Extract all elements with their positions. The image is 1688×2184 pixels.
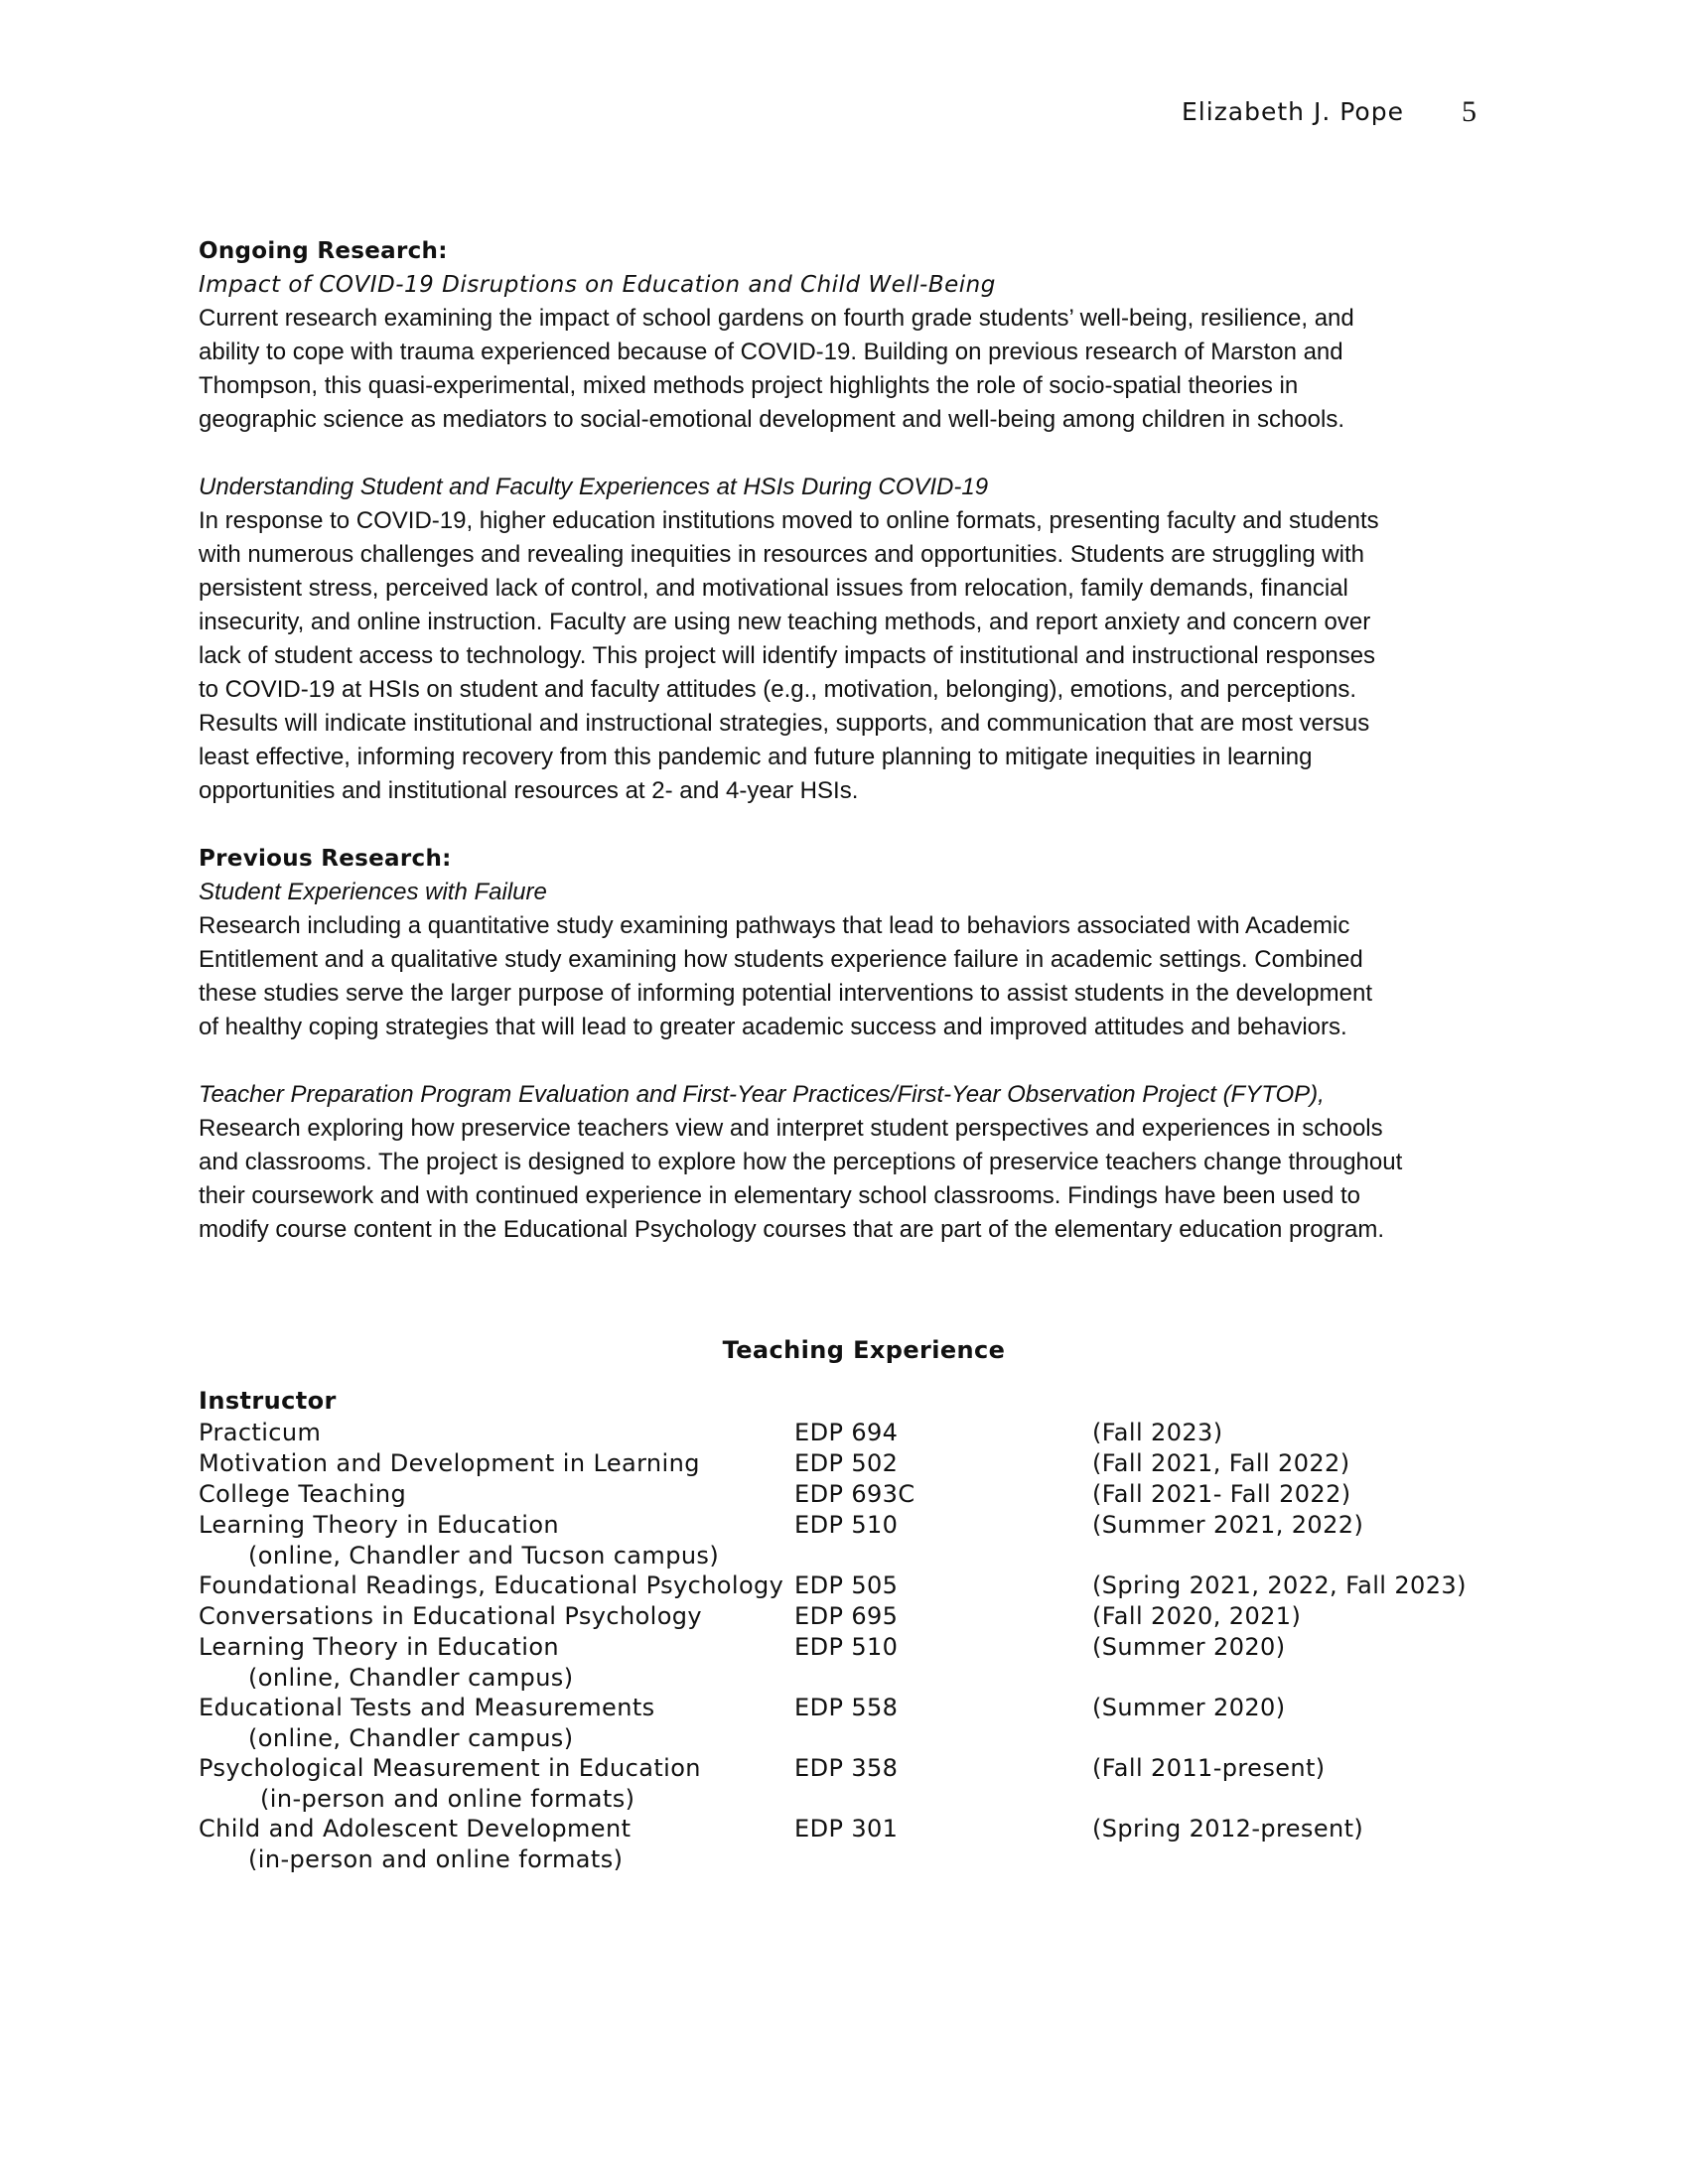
research-title: Understanding Student and Faculty Experiences at HSIs During COVID-19: [199, 474, 989, 500]
course-code: EDP 505: [794, 1571, 899, 1599]
course-row: [199, 1814, 1489, 1844]
course-code: EDP 502: [794, 1449, 899, 1477]
course-row: [199, 1479, 1489, 1510]
research-line: Research including a quantitative study examining pathways that lead to behaviors associated with Academic: [199, 912, 1350, 939]
research-line: Current research examining the impact of school gardens on fourth grade students’ well-being, resilience, and: [199, 305, 1354, 332]
research-section: [199, 234, 1489, 1247]
course-code: EDP 301: [794, 1815, 899, 1843]
research-line: insecurity, and online instruction. Faculty are using new teaching methods, and report anxiety and concern over: [199, 609, 1371, 635]
course-code: EDP 510: [794, 1633, 899, 1661]
research-line: ability to cope with trauma experienced because of COVID-19. Building on previous research of Marston and: [199, 339, 1343, 365]
research-line: In response to COVID-19, higher education institutions moved to online formats, presenting faculty and students: [199, 507, 1379, 534]
course-name: Learning Theory in Education: [199, 1511, 560, 1539]
course-code: EDP 510: [794, 1511, 899, 1539]
page-header: [1182, 97, 1499, 137]
research-title: Teacher Preparation Program Evaluation and First-Year Practices/First-Year Observation Project (FYTOP),: [199, 1081, 1325, 1108]
course-name: Child and Adolescent Development: [199, 1815, 632, 1843]
course-term: (Fall 2011-present): [1092, 1754, 1326, 1782]
research-title: Impact of COVID-19 Disruptions on Education and Child Well-Being: [199, 272, 996, 298]
course-row: [199, 1601, 1489, 1632]
ongoing-research-heading: Ongoing Research:: [199, 238, 448, 264]
course-note: (online, Chandler and Tucson campus): [248, 1542, 720, 1570]
research-title: Student Experiences with Failure: [199, 879, 547, 905]
course-row: [199, 1448, 1489, 1479]
teaching-title: Teaching Experience: [722, 1336, 1006, 1364]
research-line: and classrooms. The project is designed to explore how the perceptions of preservice teachers change throughout: [199, 1149, 1403, 1175]
course-term: (Spring 2012-present): [1092, 1815, 1364, 1843]
course-row: [199, 1570, 1489, 1601]
course-term: (Fall 2021- Fall 2022): [1092, 1480, 1351, 1508]
course-code: EDP 693C: [794, 1480, 915, 1508]
research-line: Entitlement and a qualitative study examining how students experience failure in academic settings. Combined: [199, 946, 1363, 973]
author-name: Elizabeth J. Pope: [1182, 97, 1404, 126]
course-term: (Summer 2020): [1092, 1694, 1286, 1721]
course-name: Learning Theory in Education: [199, 1633, 560, 1661]
course-name: Motivation and Development in Learning: [199, 1449, 700, 1477]
instructor-heading: Instructor: [199, 1387, 337, 1415]
course-term: (Fall 2023): [1092, 1419, 1223, 1446]
course-term: (Summer 2021, 2022): [1092, 1511, 1364, 1539]
research-line: modify course content in the Educational Psychology courses that are part of the elementary education program.: [199, 1216, 1384, 1243]
course-name: Foundational Readings, Educational Psychology: [199, 1571, 784, 1599]
course-name: Conversations in Educational Psychology: [199, 1602, 703, 1630]
course-note: (online, Chandler campus): [248, 1664, 574, 1692]
course-row: [199, 1510, 1489, 1541]
course-term: (Fall 2021, Fall 2022): [1092, 1449, 1350, 1477]
research-line: Results will indicate institutional and instructional strategies, supports, and communication that are most versus: [199, 710, 1370, 737]
research-line: with numerous challenges and revealing inequities in resources and opportunities. Students are struggling with: [199, 541, 1365, 568]
course-note: (in-person and online formats): [260, 1785, 635, 1813]
research-line: to COVID-19 at HSIs on student and faculty attitudes (e.g., motivation, belonging), emotions, and perceptions.: [199, 676, 1356, 703]
course-row: [199, 1693, 1489, 1723]
course-row: [199, 1418, 1489, 1448]
page-number: 5: [1462, 95, 1477, 128]
course-code: EDP 358: [794, 1754, 899, 1782]
research-line: their coursework and with continued experience in elementary school classrooms. Findings have been used to: [199, 1182, 1360, 1209]
course-name: College Teaching: [199, 1480, 407, 1508]
course-code: EDP 695: [794, 1602, 899, 1630]
research-line: Thompson, this quasi-experimental, mixed methods project highlights the role of socio-spatial theories in: [199, 372, 1299, 399]
research-line: Research exploring how preservice teachers view and interpret student perspectives and experiences in schools: [199, 1115, 1383, 1142]
course-term: (Summer 2020): [1092, 1633, 1286, 1661]
research-line: of healthy coping strategies that will lead to greater academic success and improved attitudes and behaviors.: [199, 1014, 1347, 1040]
course-note: (in-person and online formats): [248, 1845, 624, 1873]
course-row: [199, 1632, 1489, 1663]
research-line: geographic science as mediators to social-emotional development and well-being among children in schools.: [199, 406, 1344, 433]
course-name: Psychological Measurement in Education: [199, 1754, 701, 1782]
research-line: persistent stress, perceived lack of control, and motivational issues from relocation, family demands, financial: [199, 575, 1348, 602]
research-line: lack of student access to technology. This project will identify impacts of institutional and instructional responses: [199, 642, 1376, 669]
course-term: (Fall 2020, 2021): [1092, 1602, 1302, 1630]
research-line: least effective, informing recovery from this pandemic and future planning to mitigate inequities in learning: [199, 744, 1313, 770]
course-term: (Spring 2021, 2022, Fall 2023): [1092, 1571, 1467, 1599]
course-row: [199, 1753, 1489, 1784]
course-code: EDP 694: [794, 1419, 899, 1446]
course-name: Practicum: [199, 1419, 322, 1446]
course-note: (online, Chandler campus): [248, 1724, 574, 1752]
previous-research-heading: Previous Research:: [199, 846, 452, 872]
research-line: opportunities and institutional resources at 2- and 4-year HSIs.: [199, 777, 859, 804]
course-name: Educational Tests and Measurements: [199, 1694, 655, 1721]
research-line: these studies serve the larger purpose of informing potential interventions to assist students in the development: [199, 980, 1373, 1007]
course-code: EDP 558: [794, 1694, 899, 1721]
teaching-section: [199, 1330, 1489, 1874]
